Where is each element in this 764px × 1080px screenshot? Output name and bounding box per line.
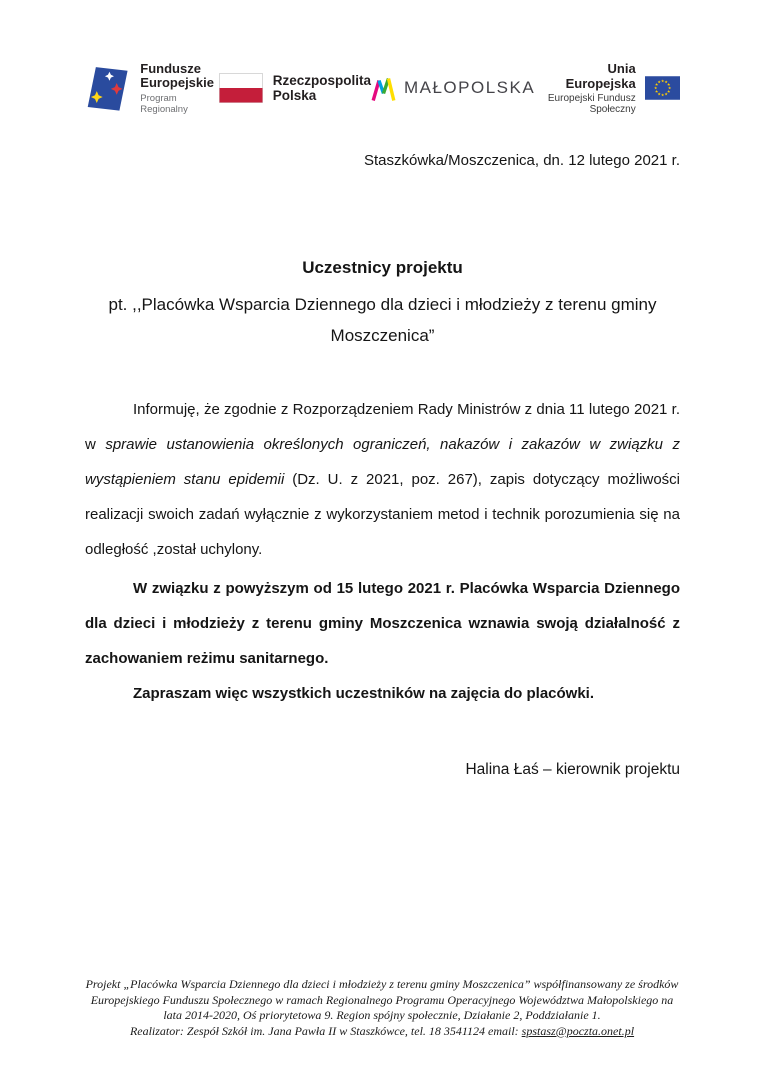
footer-line-2: Europejskiego Funduszu Społecznego w ramach Regionalnego Programu Operacyjnego Województwa Małopolskiego na [90, 992, 674, 1007]
letter-body [85, 392, 680, 711]
logo-rzeczpospolita-polska [219, 73, 371, 103]
malopolska-m-icon [371, 75, 396, 102]
date-line: Staszkówka/Moszczenica, dn. 12 lutego 2021 r. [363, 152, 680, 169]
document-subtitle: pt. ,,Placówka Wsparcia Dziennego dla dzieci i młodzieży z terenu gminy Moszczenica” [108, 295, 657, 345]
paragraph-2: W związku z powyższym od 15 lutego 2021 r. Placówka Wsparcia Dziennego dla dzieci i młodzieży z terenu gminy Moszczenica wznawia swoją działalność z zachowaniem reżimu sanitarnego. [85, 580, 680, 667]
fundusze-title-line2: Europejskie [140, 74, 214, 90]
eu-subtitle: Europejski Fundusz Społeczny [547, 93, 636, 115]
email-link[interactable]: spstasz@poczta.onet.pl [521, 1023, 635, 1038]
poland-wordmark [273, 73, 371, 103]
paragraph-1 [85, 392, 680, 567]
footer-line-1: Projekt „Placówka Wsparcia Dziennego dla dzieci i młodzieży z terenu gminy Moszczenica” współfinansowany ze środków [85, 977, 679, 991]
logo-fundusze-europejskie [85, 60, 219, 116]
paragraph-1-italic-citation: sprawie ustanowienia określonych ograniczeń, nakazów i zakazów w związku z wystąpieniem stanu epidemii [85, 436, 681, 488]
eu-funding-logo-strip [85, 56, 680, 120]
fundusze-subtitle: Program Regionalny [140, 92, 188, 115]
footer-project-info [0, 977, 764, 1039]
paragraph-1-start: Informuję, że zgodnie z Rozporządzeniem Rady Ministrów z dnia 11 lutego 2021 r. w [85, 401, 680, 453]
logo-unia-europejska [535, 61, 680, 115]
eu-title: Unia Europejska [565, 61, 636, 91]
paragraph-1-end: (Dz. U. z 2021, poz. 267), zapis dotyczący możliwości realizacji swoich zadań wyłącznie z wykorzystaniem metod i technik porozumienia się na odległość ,został uchylony. [85, 471, 680, 558]
letter-heading [85, 258, 680, 351]
fundusze-europejskie-wordmark [140, 62, 218, 115]
fundusze-title-line1: Fundusze [140, 60, 201, 76]
logo-malopolska [371, 75, 535, 102]
poland-title-line2: Polska [272, 88, 317, 103]
footer-line-4 [0, 1024, 764, 1040]
poland-title-line1: Rzeczpospolita [272, 73, 371, 88]
fundusze-europejskie-flag-icon [85, 60, 130, 116]
malopolska-wordmark: MAŁOPOLSKA [403, 78, 536, 97]
eu-flag-icon [645, 72, 680, 104]
signature-line: Halina Łaś – kierownik projektu [465, 761, 680, 778]
footer-line-3: lata 2014-2020, Oś priorytetowa 9. Region spójny społecznie, Działanie 2, Poddziałanie 1. [163, 1008, 601, 1023]
document-title: Uczestnicy projektu [302, 258, 463, 277]
paragraph-3: Zapraszam więc wszystkich uczestników na zajęcia do placówki. [133, 685, 595, 702]
poland-flag-icon [219, 73, 263, 103]
footer-line-4-prefix: Realizator: Zespół Szkół im. Jana Pawła II w Staszkówce, tel. 18 3541124 email: [129, 1023, 522, 1038]
eu-wordmark [535, 61, 636, 115]
